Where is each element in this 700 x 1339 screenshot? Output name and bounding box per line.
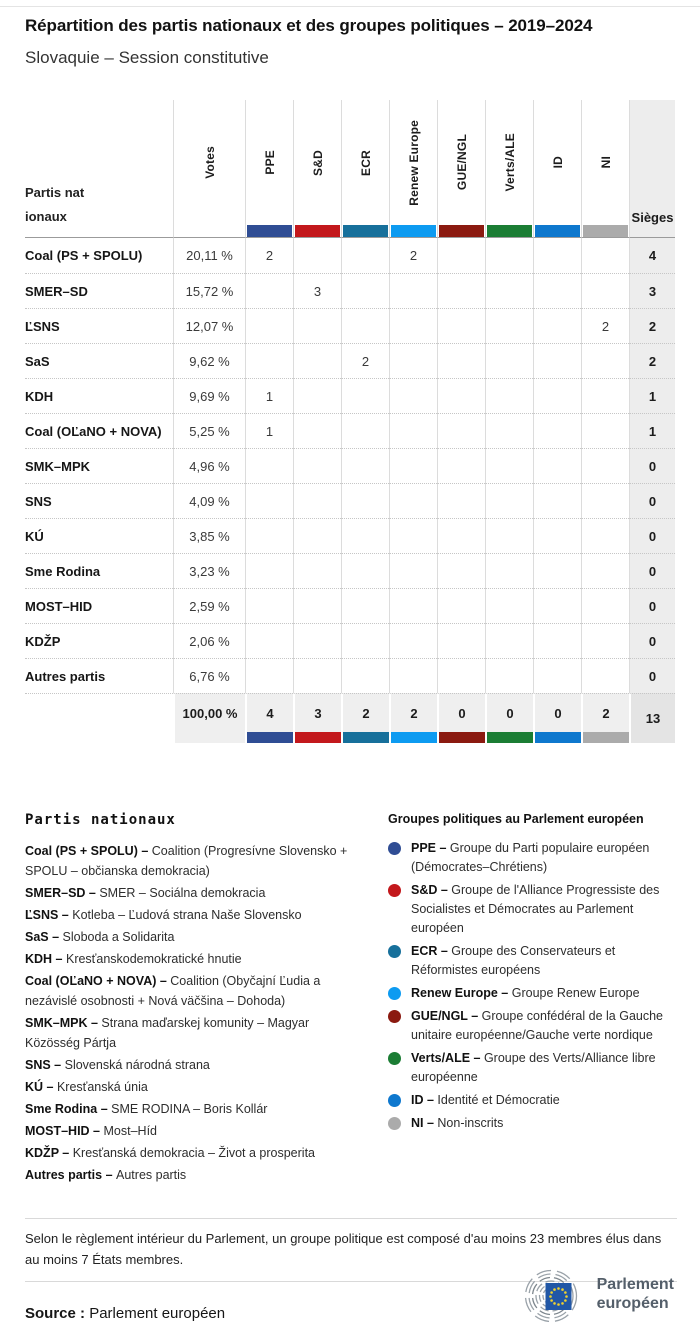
parties-header-label: Partis nationaux [25,185,85,224]
seat-count-id [533,308,581,343]
group-header-label: ID [550,156,565,169]
column-header-ni [581,100,629,238]
party-legend-item: SaS – Sloboda a Solidarita [25,930,175,944]
seat-count-s-d [293,413,341,448]
group-legend-text: Verts/ALE – Groupe des Verts/Alliance libre européenne [411,1051,656,1084]
total-seats-id [533,693,581,743]
column-header-seats [629,100,675,238]
seats-total: 0 [629,588,675,623]
party-name: SMK–MPK [25,448,173,483]
total-seats-s-d [293,693,341,743]
group-color-dot-gue-ngl [388,1010,401,1023]
total-seat-count: 4 [266,705,274,721]
seat-count-id [533,413,581,448]
seat-count-ni [581,448,629,483]
total-color-bar-gue-ngl [439,732,485,743]
seat-count-ppe [245,623,293,658]
seats-total: 1 [629,413,675,448]
ep-logo [512,1266,674,1322]
group-legend-item [388,839,677,877]
group-color-bar-ppe [247,225,292,237]
seat-count-s-d [293,308,341,343]
seat-count-verts-ale [485,413,533,448]
column-header-renew-europe [389,100,437,238]
votes-value: 5,25 % [173,413,245,448]
seat-count-s-d: 3 [293,273,341,308]
seat-count-s-d [293,623,341,658]
group-color-bar-ni [583,225,628,237]
votes-value: 4,96 % [173,448,245,483]
seat-count-ni [581,658,629,693]
group-header-zone [582,100,629,225]
group-legend-text: S&D – Groupe de l'Alliance Progressiste des Socialistes et Démocrates au Parlement européen [411,883,660,935]
seat-count-verts-ale [485,483,533,518]
party-legend-item: Autres partis – Autres partis [25,1168,187,1182]
seats-header-label: Sièges [631,210,674,225]
seat-count-ecr [341,518,389,553]
group-header-label: PPE [262,150,277,175]
votes-value: 2,06 % [173,623,245,658]
seat-count-renew-europe [389,413,437,448]
party-legend-item: MOST–HID – Most–Híd [25,1124,157,1138]
hemicycle-icon [512,1266,588,1322]
column-header-s-d [293,100,341,238]
seat-count-renew-europe [389,623,437,658]
logo-wordmark-line2: européen [596,1295,669,1312]
seat-count-verts-ale [485,378,533,413]
votes-value: 15,72 % [173,273,245,308]
votes-header-label: Votes [202,146,217,179]
group-color-dot-s-d [388,884,401,897]
group-color-bar-verts-ale [487,225,532,237]
votes-value: 6,76 % [173,658,245,693]
total-seat-count: 0 [458,705,466,721]
group-color-bar-id [535,225,580,237]
seat-count-ppe [245,273,293,308]
seat-count-ni [581,483,629,518]
party-legend-item: Sme Rodina – SME RODINA – Boris Kollár [25,1102,268,1116]
party-name: Coal (PS + SPOLU) [25,248,143,263]
seat-count-ppe [245,343,293,378]
group-header-zone [390,100,437,225]
footnote-text: Selon le règlement intérieur du Parlement, un groupe politique est composé d'au moins 23 membres élus dans au moins 7 États membres. [25,1218,677,1282]
group-color-dot-ecr [388,945,401,958]
column-header-id [533,100,581,238]
votes-value: 4,09 % [173,483,245,518]
seats-total: 0 [629,483,675,518]
seat-count-id [533,378,581,413]
party-legend-item: KDŽP – Kresťanská demokracia – Život a prosperita [25,1146,316,1160]
column-header-gue-ngl [437,100,485,238]
group-legend-text: Renew Europe – Groupe Renew Europe [411,986,640,1000]
logo-wordmark-line1: Parlement [596,1276,674,1293]
legend-section [25,812,677,1187]
total-color-bar-ni [583,732,629,743]
column-header-ecr [341,100,389,238]
votes-header-zone [174,100,245,237]
seats-total: 4 [629,238,675,273]
total-seat-count: 2 [602,705,610,721]
total-seats-renew-europe [389,693,437,743]
seat-count-id [533,553,581,588]
group-legend-list [388,839,677,1133]
party-name: SNS [25,483,173,518]
seat-count-s-d [293,588,341,623]
group-header-zone [534,100,581,225]
page-subtitle: Slovaquie – Session constitutive [25,48,269,67]
seats-total: 2 [629,308,675,343]
top-divider [0,6,700,7]
seat-count-ppe [245,483,293,518]
group-color-dot-id [388,1094,401,1107]
total-color-bar-ppe [247,732,293,743]
party-legend [25,812,388,1187]
seat-count-renew-europe [389,448,437,483]
party-legend-item: KÚ – Kresťanská únia [25,1080,148,1094]
group-header-zone [294,100,341,225]
party-legend-item: SMK–MPK – Strana maďarskej komunity – Magyar Közösség Pártja [25,1016,310,1050]
group-legend-text: NI – Non-inscrits [411,1116,504,1130]
seat-count-ecr [341,378,389,413]
seat-count-ppe [245,448,293,483]
seat-count-ecr [341,238,389,273]
total-seat-count: 2 [362,705,370,721]
seat-count-verts-ale [485,308,533,343]
seat-count-verts-ale [485,623,533,658]
group-legend-item [388,1114,677,1133]
group-color-bar-gue-ngl [439,225,484,237]
column-header-parties [25,100,173,238]
group-color-bar-s-d [295,225,340,237]
seats-total: 3 [629,273,675,308]
votes-value: 9,69 % [173,378,245,413]
seat-count-gue-ngl [437,273,485,308]
seat-count-gue-ngl [437,588,485,623]
group-legend-text: ECR – Groupe des Conservateurs et Réformistes européens [411,944,616,977]
group-color-dot-renew-europe [388,987,401,1000]
group-legend-item [388,1091,677,1110]
seat-count-verts-ale [485,343,533,378]
group-color-bar-renew-europe [391,225,436,237]
votes-value: 20,11 % [173,238,245,273]
group-header-label: Verts/ALE [502,133,517,192]
seat-count-gue-ngl [437,623,485,658]
party-legend-item: SMER–SD – SMER – Sociálna demokracia [25,886,266,900]
seat-count-ppe: 1 [245,378,293,413]
seat-count-ecr [341,413,389,448]
seat-count-ecr [341,448,389,483]
seat-count-s-d [293,343,341,378]
total-color-bar-verts-ale [487,732,533,743]
seat-count-id [533,448,581,483]
group-color-dot-ppe [388,842,401,855]
seat-count-gue-ngl [437,413,485,448]
seat-count-ni: 2 [581,308,629,343]
group-color-bar-ecr [343,225,388,237]
seat-count-ni [581,273,629,308]
group-legend-item [388,881,677,938]
group-legend-text: GUE/NGL – Groupe confédéral de la Gauche unitaire européenne/Gauche verte nordique [411,1009,663,1042]
seat-count-id [533,588,581,623]
seat-count-verts-ale [485,238,533,273]
party-legend-item: KDH – Kresťanskodemokratické hnutie [25,952,242,966]
seat-count-renew-europe [389,553,437,588]
seat-count-renew-europe [389,343,437,378]
seats-total: 0 [629,658,675,693]
total-seat-count: 0 [554,705,562,721]
grand-total-seats: 13 [629,693,675,743]
seat-count-id [533,238,581,273]
party-name: SaS [25,343,173,378]
seat-count-ecr [341,483,389,518]
party-legend-item: Coal (OĽaNO + NOVA) – Coalition (Obyčajní Ľudia a nezávislé osobnosti + Nová väčšina – Dohoda) [25,974,321,1008]
total-seats-ppe [245,693,293,743]
seat-count-gue-ngl [437,378,485,413]
total-color-bar-id [535,732,581,743]
group-header-label: S&D [310,149,325,176]
seat-count-ni [581,238,629,273]
group-header-label: NI [598,156,613,169]
column-header-verts-ale [485,100,533,238]
seat-count-renew-europe [389,483,437,518]
party-name: MOST–HID [25,588,173,623]
votes-value: 3,85 % [173,518,245,553]
seats-total: 0 [629,553,675,588]
seat-count-ecr: 2 [341,343,389,378]
seat-count-ecr [341,658,389,693]
seat-count-ppe [245,588,293,623]
party-name: KDŽP [25,623,173,658]
seat-count-ppe [245,308,293,343]
group-header-label: Renew Europe [406,119,421,206]
seat-count-ni [581,588,629,623]
seat-count-ppe [245,553,293,588]
party-name: KÚ [25,518,173,553]
seat-count-ni [581,553,629,588]
total-color-bar-s-d [295,732,341,743]
seat-count-renew-europe [389,518,437,553]
party-legend-item: Coal (PS + SPOLU) – Coalition (Progresívne Slovensko + SPOLU – občianska demokracia) [25,844,348,878]
seat-count-renew-europe [389,273,437,308]
seat-count-gue-ngl [437,518,485,553]
seat-count-s-d [293,378,341,413]
seat-count-ppe: 1 [245,413,293,448]
total-seats-verts-ale [485,693,533,743]
group-legend-item [388,942,677,980]
seat-count-gue-ngl [437,308,485,343]
source-value: Parlement européen [89,1305,226,1322]
total-votes: 100,00 % [173,693,245,743]
group-legend-text: ID – Identité et Démocratie [411,1093,560,1107]
seat-count-ecr [341,623,389,658]
total-seats-ecr [341,693,389,743]
seats-total: 0 [629,448,675,483]
page-title: Répartition des partis nationaux et des groupes politiques – 2019–2024 [25,16,593,35]
seat-count-verts-ale [485,588,533,623]
seat-count-ecr [341,273,389,308]
seat-count-id [533,483,581,518]
seat-count-ecr [341,553,389,588]
seat-count-id [533,623,581,658]
seat-count-verts-ale [485,553,533,588]
group-header-label: GUE/NGL [454,134,469,191]
seat-count-id [533,273,581,308]
logo-wordmark [597,1275,674,1313]
seat-count-s-d [293,553,341,588]
seat-count-renew-europe [389,308,437,343]
total-seats-ni [581,693,629,743]
seats-total: 0 [629,623,675,658]
group-legend-item [388,1007,677,1045]
seat-count-gue-ngl [437,483,485,518]
seat-count-verts-ale [485,518,533,553]
seat-count-id [533,658,581,693]
group-header-zone [342,100,389,225]
eu-flag-icon [545,1283,571,1310]
group-header-zone [438,100,485,225]
group-legend [388,812,677,1187]
party-legend-item: SNS – Slovenská národná strana [25,1058,210,1072]
group-legend-heading: Groupes politiques au Parlement européen [388,812,644,826]
votes-value: 12,07 % [173,308,245,343]
column-header-ppe [245,100,293,238]
group-legend-item [388,1049,677,1087]
total-seat-count: 3 [314,705,322,721]
party-legend-item: ĽSNS – Kotleba – Ľudová strana Naše Slovensko [25,908,302,922]
party-name: ĽSNS [25,308,173,343]
party-name: Coal (OĽaNO + NOVA) [25,413,173,448]
seat-count-ppe [245,518,293,553]
votes-value: 3,23 % [173,553,245,588]
group-header-label: ECR [358,149,373,176]
seat-count-gue-ngl [437,658,485,693]
seat-count-gue-ngl [437,448,485,483]
seat-count-renew-europe [389,658,437,693]
seat-count-s-d [293,658,341,693]
party-name: Autres partis [25,658,173,693]
group-header-zone [246,100,293,225]
seat-count-ni [581,413,629,448]
seat-count-gue-ngl [437,238,485,273]
group-color-dot-ni [388,1117,401,1130]
source-line [25,1305,225,1322]
seat-count-s-d [293,483,341,518]
total-color-bar-ecr [343,732,389,743]
group-legend-text: PPE – Groupe du Parti populaire européen (Démocrates–Chrétiens) [411,841,650,874]
seat-count-ni [581,623,629,658]
seat-count-ni [581,518,629,553]
seat-count-renew-europe: 2 [389,238,437,273]
group-legend-item [388,984,677,1003]
seat-count-id [533,518,581,553]
group-header-zone [486,100,533,225]
votes-value: 2,59 % [173,588,245,623]
seat-count-verts-ale [485,658,533,693]
party-name: KDH [25,378,173,413]
seats-total: 2 [629,343,675,378]
party-name: Sme Rodina [25,553,173,588]
total-seat-count: 0 [506,705,514,721]
party-legend-heading: Partis nationaux [25,812,176,828]
seat-count-s-d [293,238,341,273]
seat-count-renew-europe [389,378,437,413]
party-name: SMER–SD [25,273,173,308]
seat-count-gue-ngl [437,553,485,588]
seat-count-ni [581,343,629,378]
group-color-dot-verts-ale [388,1052,401,1065]
seat-count-id [533,343,581,378]
seat-count-renew-europe [389,588,437,623]
results-table [25,100,675,743]
seat-count-ecr [341,308,389,343]
party-legend-list [25,841,360,1185]
seat-count-s-d [293,448,341,483]
seat-count-ppe: 2 [245,238,293,273]
seat-count-ni [581,378,629,413]
seats-total: 0 [629,518,675,553]
total-seat-count: 2 [410,705,418,721]
votes-value: 9,62 % [173,343,245,378]
seats-total: 1 [629,378,675,413]
seat-count-gue-ngl [437,343,485,378]
total-row-spacer [25,693,173,743]
source-label: Source : [25,1305,86,1322]
seat-count-ecr [341,588,389,623]
seat-count-ppe [245,658,293,693]
seat-count-verts-ale [485,448,533,483]
seat-count-s-d [293,518,341,553]
column-header-votes [173,100,245,238]
total-color-bar-renew-europe [391,732,437,743]
total-seats-gue-ngl [437,693,485,743]
seat-count-verts-ale [485,273,533,308]
